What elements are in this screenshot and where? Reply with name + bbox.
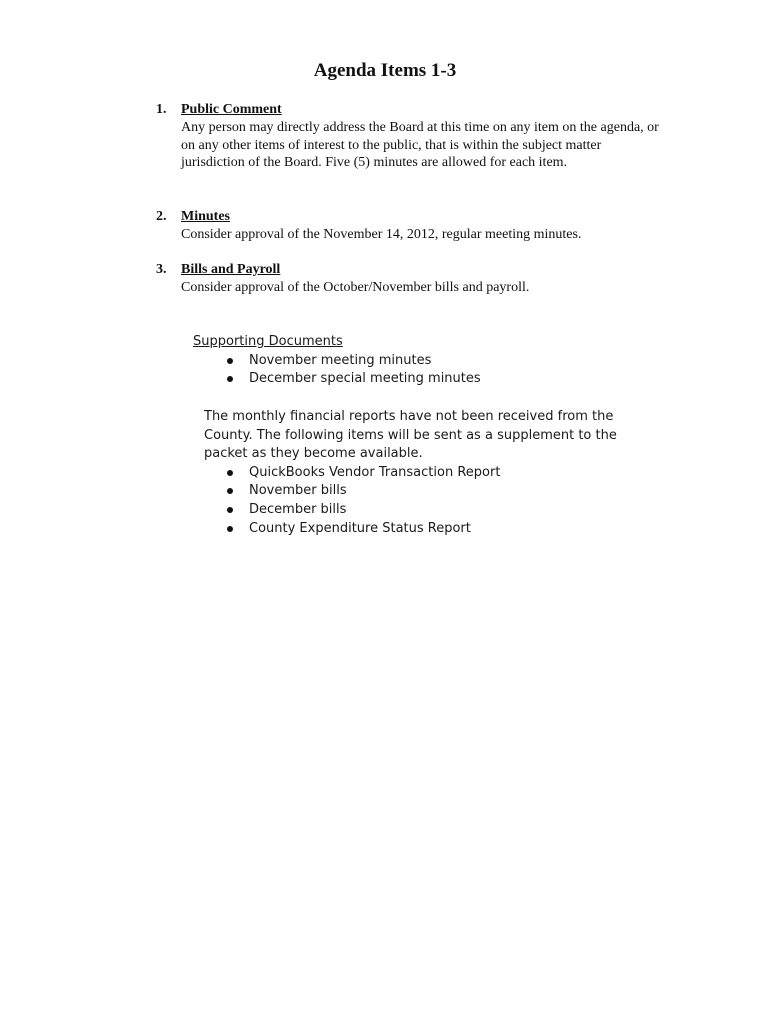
list-item-label: County Expenditure Status Report xyxy=(249,520,471,536)
supporting-documents-title: Supporting Documents xyxy=(193,334,343,349)
list-item xyxy=(227,464,634,483)
list-item-label: QuickBooks Vendor Transaction Report xyxy=(249,464,501,480)
list-item-label: November bills xyxy=(249,483,347,499)
agenda-item-body: Consider approval of the October/November bills and payroll. xyxy=(181,279,530,295)
page-title: Agenda Items 1-3 xyxy=(313,60,457,81)
financial-reports-paragraph: The monthly financial reports have not been received from the County. The following items will be sent as a supplement to the packet as they become available. xyxy=(204,409,617,462)
agenda-item-heading: Public Comment xyxy=(181,102,282,117)
list-item xyxy=(227,482,634,501)
agenda-item-public-comment xyxy=(156,101,666,172)
supplement-items-list xyxy=(204,464,634,538)
list-item xyxy=(227,352,643,371)
agenda-item-number: 1. xyxy=(156,102,167,117)
agenda-item-bills-and-payroll xyxy=(156,261,666,297)
bullet-icon xyxy=(227,470,233,476)
agenda-item-number: 3. xyxy=(156,262,167,277)
bullet-icon xyxy=(227,358,233,364)
agenda-item-heading: Bills and Payroll xyxy=(181,262,281,277)
financial-reports-note xyxy=(204,408,634,538)
agenda-item-minutes xyxy=(156,208,666,244)
list-item-label: November meeting minutes xyxy=(249,352,432,368)
agenda-item-number: 2. xyxy=(156,209,167,224)
list-item-label: December special meeting minutes xyxy=(249,371,481,387)
bullet-icon xyxy=(227,488,233,494)
bullet-icon xyxy=(227,507,233,513)
bullet-icon xyxy=(227,526,233,532)
bullet-icon xyxy=(227,376,233,382)
list-item xyxy=(227,501,634,520)
list-item xyxy=(227,520,634,539)
agenda-item-body: Consider approval of the November 14, 2012, regular meeting minutes. xyxy=(181,226,582,242)
supporting-documents-list xyxy=(193,352,643,389)
supporting-documents xyxy=(193,333,643,389)
list-item xyxy=(227,370,643,389)
list-item-label: December bills xyxy=(249,501,347,517)
agenda-item-heading: Minutes xyxy=(181,209,230,224)
agenda-item-body: Any person may directly address the Board at this time on any item on the agenda, or on any other items of interest to the public, that is within the subject matter jurisdiction of the Board. Five (5) minutes are allowed for each item. xyxy=(181,119,659,171)
